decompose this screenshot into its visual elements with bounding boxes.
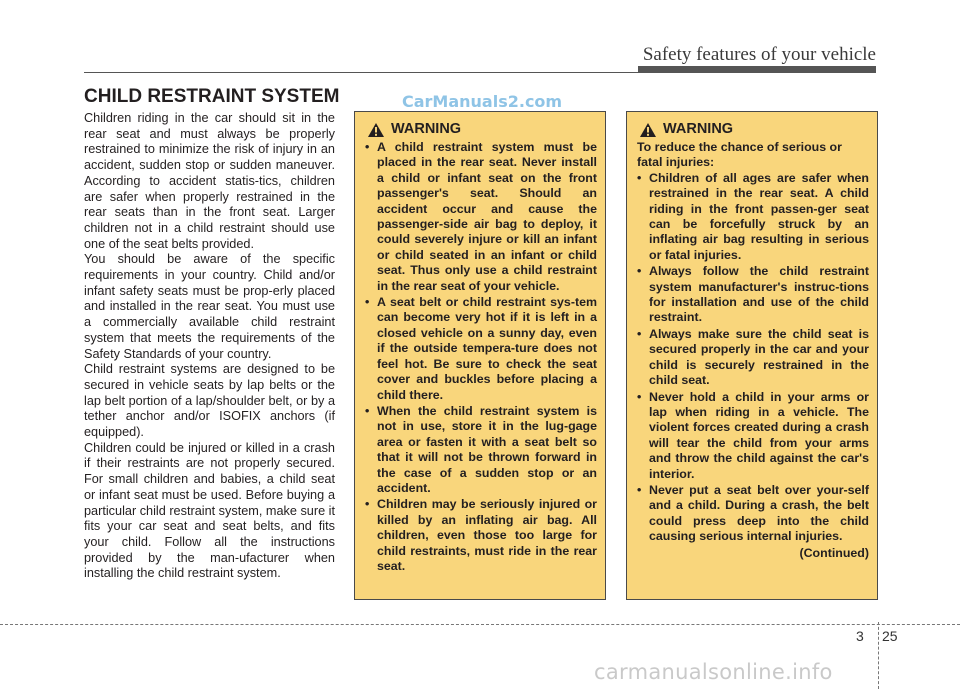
warning-item: • A child restraint system must be placed in the rear seat. Never install a child or infant seat on the front passenger's seat. Should an accident occur and cause the passenger-side air bag to deploy, it could severely injure or kill an infant or child seated in an infant or child seat. Thus only use a child restraint in the rear seat of your vehicle. [365,140,597,294]
body-paragraph: You should be aware of the specific requirements in your country. Child and/or infant safety seats must be prop-erly placed and installed in the rear seat. You must use a commercially available child restraint system that meets the requirements of the Safety Standards of your country. [84,252,335,361]
warning-item: • Children of all ages are safer when restrained in the rear seat. A child riding in the front passen-ger seat can be forcefully struck by an inflating air bag resulting in serious or fatal injuries. [637,171,869,263]
warning-intro: To reduce the chance of serious or fatal injuries: [637,140,842,170]
warning-triangle-icon [367,122,385,138]
warning-list [637,171,869,545]
page-number-divider [878,622,879,689]
warning-box-left [354,111,606,600]
warning-item: • Never put a seat belt over your-self and a child. During a crash, the belt could press deep into the child causing serious internal injuries. [637,483,869,545]
footer-divider [0,624,960,625]
body-text [84,111,335,582]
warning-triangle-icon [639,122,657,138]
chapter-number: 3 [856,628,864,644]
header-title: Safety features of your vehicle [642,44,876,65]
warning-heading [367,122,597,138]
watermark-top: CarManuals2.com [402,92,563,111]
warning-heading-label: WARNING [391,121,462,138]
warning-heading [639,122,869,138]
warning-item: • Always follow the child restraint system manufacturer's instruc-tions for installation and use of the child restraint. [637,264,869,326]
body-paragraph: Children riding in the car should sit in the rear seat and must always be properly restrained to minimize the risk of injury in an accident, sudden stop or sudden maneuver. According to accident statis-tics, children are safer when properly restrained in the rear seats than in the front seat. Larger children not in a child restraint should use one of the seat belts provided. [84,111,335,251]
warning-list [365,140,597,574]
page-number: 25 [882,628,898,644]
watermark-bottom: carmanualsonline.info [594,660,833,684]
warning-item: • When the child restraint system is not in use, store it in the lug-gage area or fasten it with a seat belt so that it will not be thrown forward in the case of a sudden stop or an accident. [365,404,597,496]
body-paragraph: Children could be injured or killed in a crash if their restraints are not properly secured. For small children and babies, a child seat or infant seat must be used. Before buying a particular child restraint system, make sure it fits your car seat and seat belts, and fits your child. Follow all the instructions provided by the man-ufacturer when installing the child restraint system. [84,440,336,581]
warning-item: • Children may be seriously injured or killed by an inflating air bag. All children, even those too large for child restraints, must ride in the rear seat. [365,497,597,574]
warning-box-right [626,111,878,600]
warning-item: • Never hold a child in your arms or lap when riding in a vehicle. The violent forces created during a crash will tear the child from your arms and throw the child against the car's interior. [637,390,869,482]
section-title: CHILD RESTRAINT SYSTEM [84,86,340,107]
warning-item: • Always make sure the child seat is secured properly in the car and your child is securely restrained in the child seat. [637,327,869,389]
warning-heading-label: WARNING [663,121,734,138]
header-rule [84,72,638,73]
header-rule-bar [638,66,876,73]
warning-item: • A seat belt or child restraint sys-tem can become very hot if it is left in a closed vehicle on a sunny day, even if the outside tempera-ture does not feel hot. Be sure to check the seat cover and buckles before placing a child there. [365,295,597,403]
body-paragraph: Child restraint systems are designed to be secured in vehicle seats by lap belts or the lap belt portion of a lap/shoulder belt, or by a tether anchor and/or ISOFIX anchors (if equipped). [84,362,335,440]
continued-label: (Continued) [799,545,869,560]
